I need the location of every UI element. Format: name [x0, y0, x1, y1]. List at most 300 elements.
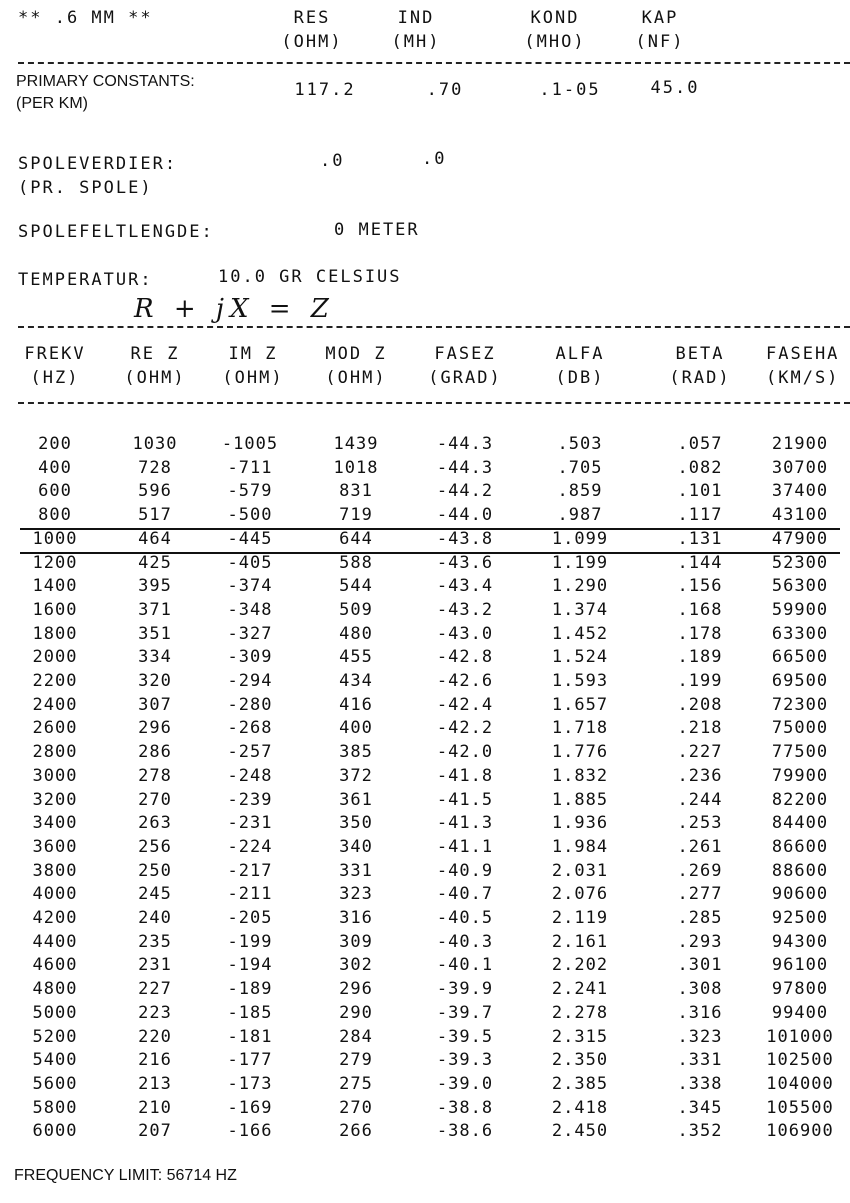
table-cell: 2600 [32, 718, 78, 739]
table-cell: -43.0 [436, 623, 494, 644]
table-cell: .244 [677, 789, 723, 810]
table-cell: 2.161 [551, 931, 609, 952]
underline-row-1000 [20, 552, 840, 554]
table-cell: 1800 [32, 623, 78, 644]
table-row [0, 742, 850, 766]
table-row [0, 481, 850, 505]
table-cell: -41.1 [436, 836, 494, 857]
table-cell: -39.3 [436, 1050, 494, 1071]
table-cell: 2.278 [551, 1002, 609, 1023]
table-cell: 2000 [32, 647, 78, 668]
table-cell: .301 [677, 955, 723, 976]
table-cell: 1.290 [551, 576, 609, 597]
table-cell: -40.9 [436, 860, 494, 881]
table-cell: 1.936 [551, 813, 609, 834]
divider-top [18, 62, 850, 64]
table-cell: -405 [227, 552, 273, 573]
table-cell: 1030 [132, 434, 178, 454]
table-cell: .293 [677, 931, 723, 952]
table-row [0, 671, 850, 695]
table-cell: -42.4 [436, 694, 494, 715]
table-cell: 1.718 [551, 718, 609, 739]
table-row [0, 718, 850, 742]
table-row [0, 861, 850, 885]
table-cell: 1.524 [551, 647, 609, 668]
table-cell: -181 [227, 1026, 273, 1047]
table-cell: 56300 [771, 576, 829, 597]
table-cell: 105500 [766, 1097, 834, 1118]
table-cell: 1200 [32, 552, 78, 573]
table-row [0, 1050, 850, 1074]
table-cell: 340 [339, 836, 373, 857]
table-cell: .352 [677, 1121, 723, 1142]
table-cell: 104000 [766, 1073, 834, 1094]
table-cell: 30700 [771, 457, 829, 478]
header-faseha: FASEHA [766, 344, 840, 364]
table-cell: 63300 [771, 623, 829, 644]
table-cell: 2.119 [551, 908, 609, 928]
table-cell: 517 [138, 505, 172, 526]
table-cell: .331 [677, 1050, 723, 1071]
table-cell: -40.5 [436, 908, 494, 928]
table-row [0, 1121, 850, 1145]
table-cell: 37400 [771, 481, 829, 502]
table-cell: -42.6 [436, 671, 494, 691]
header-rez-unit: (OHM) [124, 368, 186, 388]
table-row [0, 884, 850, 908]
ind-header: IND [397, 8, 435, 28]
table-cell: 1600 [32, 599, 78, 620]
table-cell: .261 [677, 836, 723, 857]
table-cell: -43.8 [436, 528, 494, 549]
table-cell: 395 [138, 576, 172, 597]
table-cell: -44.3 [436, 434, 494, 454]
res-unit: (OHM) [281, 32, 343, 52]
table-cell: 263 [138, 813, 172, 834]
table-cell: 544 [339, 576, 373, 597]
table-cell: 270 [339, 1097, 373, 1118]
table-row [0, 695, 850, 719]
spolefelt-label: SPOLEFELTLENGDE: [18, 222, 214, 242]
table-cell: 210 [138, 1097, 172, 1118]
table-cell: 2.031 [551, 860, 609, 881]
table-cell: 3200 [32, 789, 78, 810]
res-header: RES [293, 8, 331, 28]
table-cell: 296 [138, 718, 172, 739]
table-cell: 75000 [771, 718, 829, 739]
table-cell: 434 [339, 671, 373, 691]
table-cell: 5400 [32, 1050, 78, 1071]
table-cell: -579 [227, 481, 273, 502]
table-cell: 316 [339, 908, 373, 928]
table-cell: -194 [227, 955, 273, 976]
table-cell: 235 [138, 931, 172, 952]
handwritten-annotation: R + jX = Z [134, 294, 335, 324]
table-cell: .269 [677, 860, 723, 881]
header-alfa: ALFA [555, 344, 605, 364]
table-cell: .236 [677, 765, 723, 786]
table-row [0, 458, 850, 482]
table-cell: -42.8 [436, 647, 494, 668]
table-cell: .168 [677, 599, 723, 620]
table-cell: .057 [677, 434, 723, 454]
temperature-label: TEMPERATUR: [18, 270, 153, 290]
header-frekv-unit: (HZ) [30, 368, 80, 388]
table-cell: 102500 [766, 1050, 834, 1071]
table-cell: .859 [557, 481, 603, 502]
table-cell: -44.2 [436, 481, 494, 502]
table-cell: 1.374 [551, 599, 609, 620]
table-cell: 96100 [771, 955, 829, 976]
table-cell: 3800 [32, 860, 78, 881]
table-row [0, 553, 850, 577]
table-cell: 1.776 [551, 742, 609, 763]
divider-table [18, 402, 850, 404]
header-beta-unit: (RAD) [669, 368, 731, 388]
table-cell: 47900 [771, 528, 829, 549]
table-cell: 227 [138, 979, 172, 1000]
table-cell: 279 [339, 1050, 373, 1071]
table-cell: 1.984 [551, 836, 609, 857]
table-cell: 84400 [771, 813, 829, 834]
table-cell: -43.2 [436, 599, 494, 620]
table-cell: 2.385 [551, 1073, 609, 1094]
table-cell: 1400 [32, 576, 78, 597]
table-cell: 4000 [32, 884, 78, 905]
table-cell: 5600 [32, 1073, 78, 1094]
table-cell: 719 [339, 505, 373, 526]
table-cell: .987 [557, 505, 603, 526]
table-cell: .101 [677, 481, 723, 502]
table-cell: 245 [138, 884, 172, 905]
header-frekv: FREKV [24, 344, 86, 364]
table-cell: 302 [339, 955, 373, 976]
table-cell: 2200 [32, 671, 78, 691]
table-cell: .131 [677, 528, 723, 549]
table-cell: -1005 [221, 434, 279, 454]
table-cell: -294 [227, 671, 273, 691]
spole-value-2: .0 [422, 149, 447, 169]
table-cell: 79900 [771, 765, 829, 786]
table-cell: -445 [227, 528, 273, 549]
table-cell: .503 [557, 434, 603, 454]
table-cell: 275 [339, 1073, 373, 1094]
table-row [0, 434, 850, 458]
table-row [0, 1098, 850, 1122]
table-row [0, 837, 850, 861]
header-fasez-unit: (GRAD) [428, 368, 502, 388]
header-beta: BETA [675, 344, 725, 364]
table-cell: -189 [227, 979, 273, 1000]
table-cell: -248 [227, 765, 273, 786]
primary-kond: .1-05 [539, 80, 601, 100]
table-cell: 320 [138, 671, 172, 691]
table-cell: 99400 [771, 1002, 829, 1023]
table-cell: .253 [677, 813, 723, 834]
table-cell: -374 [227, 576, 273, 597]
table-cell: .189 [677, 647, 723, 668]
table-cell: 1439 [333, 434, 379, 454]
table-cell: 200 [38, 434, 72, 454]
primary-kap: 45.0 [650, 78, 700, 98]
table-cell: -43.4 [436, 576, 494, 597]
table-cell: 296 [339, 979, 373, 1000]
spole-label: SPOLEVERDIER: [18, 154, 178, 174]
table-cell: -224 [227, 836, 273, 857]
table-cell: -43.6 [436, 552, 494, 573]
table-cell: .285 [677, 908, 723, 928]
table-cell: 400 [38, 457, 72, 478]
table-cell: 400 [339, 718, 373, 739]
header-modz: MOD Z [325, 344, 387, 364]
table-cell: 1.099 [551, 528, 609, 549]
table-cell: 1.199 [551, 552, 609, 573]
table-cell: 69500 [771, 671, 829, 691]
table-cell: 278 [138, 765, 172, 786]
table-cell: 831 [339, 481, 373, 502]
table-cell: 92500 [771, 908, 829, 928]
table-row [0, 647, 850, 671]
table-cell: -41.5 [436, 789, 494, 810]
table-row [0, 790, 850, 814]
table-cell: 323 [339, 884, 373, 905]
table-cell: 2.076 [551, 884, 609, 905]
table-cell: -185 [227, 1002, 273, 1023]
table-cell: 361 [339, 789, 373, 810]
table-cell: 231 [138, 955, 172, 976]
table-cell: 596 [138, 481, 172, 502]
table-cell: 250 [138, 860, 172, 881]
table-cell: -280 [227, 694, 273, 715]
table-row [0, 529, 850, 553]
table-row [0, 1074, 850, 1098]
table-cell: .227 [677, 742, 723, 763]
table-cell: 800 [38, 505, 72, 526]
primary-sublabel: (PER KM) [16, 95, 88, 112]
primary-res: 117.2 [294, 80, 356, 100]
spole-value-1: .0 [320, 151, 345, 171]
table-cell: 256 [138, 836, 172, 857]
header-imz: IM Z [228, 344, 278, 364]
table-cell: -39.7 [436, 1002, 494, 1023]
primary-ind: .70 [426, 80, 464, 100]
table-cell: -177 [227, 1050, 273, 1071]
table-cell: -40.3 [436, 931, 494, 952]
table-cell: -39.5 [436, 1026, 494, 1047]
table-cell: -199 [227, 931, 273, 952]
table-cell: -231 [227, 813, 273, 834]
table-cell: 5800 [32, 1097, 78, 1118]
table-cell: 3000 [32, 765, 78, 786]
table-cell: -41.8 [436, 765, 494, 786]
table-cell: .144 [677, 552, 723, 573]
table-cell: -40.7 [436, 884, 494, 905]
kond-unit: (MHO) [524, 32, 586, 52]
header-fasez: FASEZ [434, 344, 496, 364]
table-cell: 464 [138, 528, 172, 549]
table-cell: 207 [138, 1121, 172, 1142]
table-cell: -309 [227, 647, 273, 668]
table-cell: 59900 [771, 599, 829, 620]
table-row [0, 979, 850, 1003]
table-cell: 88600 [771, 860, 829, 881]
table-cell: 372 [339, 765, 373, 786]
table-cell: 3400 [32, 813, 78, 834]
table-cell: 334 [138, 647, 172, 668]
table-cell: 4600 [32, 955, 78, 976]
table-cell: 728 [138, 457, 172, 478]
table-cell: 77500 [771, 742, 829, 763]
table-cell: -711 [227, 457, 273, 478]
table-cell: 1018 [333, 457, 379, 478]
table-cell: 101000 [766, 1026, 834, 1047]
table-cell: -166 [227, 1121, 273, 1142]
table-cell: 213 [138, 1073, 172, 1094]
table-cell: -40.1 [436, 955, 494, 976]
table-cell: -169 [227, 1097, 273, 1118]
table-cell: 94300 [771, 931, 829, 952]
table-cell: 82200 [771, 789, 829, 810]
table-cell: 350 [339, 813, 373, 834]
ind-unit: (MH) [391, 32, 441, 52]
table-cell: 3600 [32, 836, 78, 857]
table-cell: -39.0 [436, 1073, 494, 1094]
table-cell: -38.6 [436, 1121, 494, 1142]
table-cell: -348 [227, 599, 273, 620]
table-cell: 1.593 [551, 671, 609, 691]
header-imz-unit: (OHM) [222, 368, 284, 388]
table-cell: 4200 [32, 908, 78, 928]
table-cell: -239 [227, 789, 273, 810]
table-cell: -173 [227, 1073, 273, 1094]
table-cell: 351 [138, 623, 172, 644]
table-cell: 2.350 [551, 1050, 609, 1071]
kap-header: KAP [641, 8, 679, 28]
table-cell: 290 [339, 1002, 373, 1023]
table-cell: .218 [677, 718, 723, 739]
table-cell: 644 [339, 528, 373, 549]
kap-unit: (NF) [635, 32, 685, 52]
kond-header: KOND [530, 8, 580, 28]
spolefelt-value: 0 METER [334, 220, 420, 240]
table-cell: 600 [38, 481, 72, 502]
table-cell: 2800 [32, 742, 78, 763]
table-cell: 270 [138, 789, 172, 810]
table-cell: 5200 [32, 1026, 78, 1047]
table-cell: -38.8 [436, 1097, 494, 1118]
table-cell: 509 [339, 599, 373, 620]
table-cell: .156 [677, 576, 723, 597]
table-cell: 455 [339, 647, 373, 668]
table-cell: .316 [677, 1002, 723, 1023]
table-row [0, 813, 850, 837]
table-cell: -205 [227, 908, 273, 928]
table-row [0, 932, 850, 956]
table-row [0, 624, 850, 648]
table-cell: 220 [138, 1026, 172, 1047]
table-cell: 286 [138, 742, 172, 763]
table-cell: 2.241 [551, 979, 609, 1000]
table-cell: .338 [677, 1073, 723, 1094]
table-cell: -268 [227, 718, 273, 739]
table-row [0, 908, 850, 932]
table-cell: .277 [677, 884, 723, 905]
table-row [0, 505, 850, 529]
table-cell: 2.202 [551, 955, 609, 976]
table-cell: 266 [339, 1121, 373, 1142]
table-cell: 2.450 [551, 1121, 609, 1142]
table-cell: 6000 [32, 1121, 78, 1142]
table-cell: -42.2 [436, 718, 494, 739]
table-cell: 1000 [32, 528, 78, 549]
table-cell: 216 [138, 1050, 172, 1071]
table-cell: 97800 [771, 979, 829, 1000]
table-cell: 52300 [771, 552, 829, 573]
divider-middle [18, 326, 850, 328]
primary-label: PRIMARY CONSTANTS: [16, 73, 195, 90]
table-cell: 309 [339, 931, 373, 952]
table-row [0, 1003, 850, 1027]
table-cell: 307 [138, 694, 172, 715]
table-cell: -500 [227, 505, 273, 526]
table-cell: 1.452 [551, 623, 609, 644]
table-cell: -211 [227, 884, 273, 905]
table-row [0, 600, 850, 624]
table-cell: 331 [339, 860, 373, 881]
table-cell: .082 [677, 457, 723, 478]
table-cell: 284 [339, 1026, 373, 1047]
table-cell: 66500 [771, 647, 829, 668]
table-row [0, 766, 850, 790]
table-cell: -41.3 [436, 813, 494, 834]
table-cell: 416 [339, 694, 373, 715]
table-cell: 5000 [32, 1002, 78, 1023]
header-modz-unit: (OHM) [325, 368, 387, 388]
temperature-value: 10.0 GR CELSIUS [218, 267, 402, 287]
underline-row-800 [20, 528, 840, 530]
table-cell: -42.0 [436, 742, 494, 763]
table-cell: 223 [138, 1002, 172, 1023]
table-cell: 106900 [766, 1121, 834, 1142]
table-cell: -39.9 [436, 979, 494, 1000]
table-cell: 371 [138, 599, 172, 620]
table-cell: 4800 [32, 979, 78, 1000]
table-cell: -327 [227, 623, 273, 644]
header-alfa-unit: (DB) [555, 368, 605, 388]
table-cell: 2.315 [551, 1026, 609, 1047]
table-cell: .323 [677, 1026, 723, 1047]
table-cell: 21900 [771, 434, 829, 454]
table-cell: 2400 [32, 694, 78, 715]
table-cell: .199 [677, 671, 723, 691]
table-cell: 588 [339, 552, 373, 573]
frequency-limit: FREQUENCY LIMIT: 56714 HZ [14, 1167, 237, 1184]
gauge-label: ** .6 MM ** [18, 8, 153, 28]
table-cell: .705 [557, 457, 603, 478]
table-cell: 86600 [771, 836, 829, 857]
table-cell: 240 [138, 908, 172, 928]
table-cell: 43100 [771, 505, 829, 526]
table-cell: 1.832 [551, 765, 609, 786]
table-cell: 90600 [771, 884, 829, 905]
table-row [0, 576, 850, 600]
table-cell: 1.885 [551, 789, 609, 810]
header-rez: RE Z [130, 344, 180, 364]
table-cell: -44.3 [436, 457, 494, 478]
table-cell: .308 [677, 979, 723, 1000]
spole-sublabel: (PR. SPOLE) [18, 178, 153, 198]
table-cell: 385 [339, 742, 373, 763]
